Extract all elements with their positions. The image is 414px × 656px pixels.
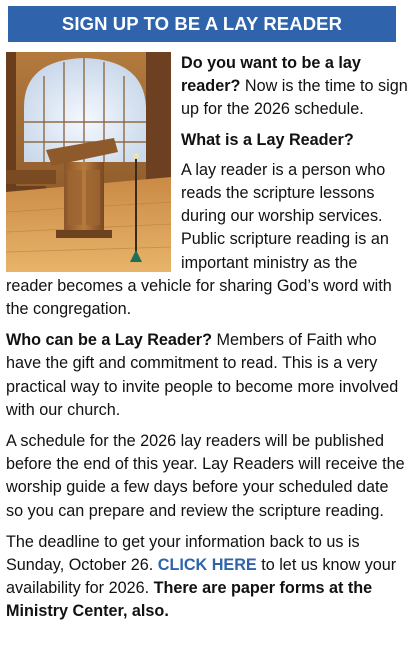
who-text: Members of Faith who have the gift and commitment to read. This is a very practical way to invite people to become more involved with our church. <box>6 331 399 419</box>
what-heading: What is a Lay Reader? <box>181 130 354 149</box>
banner-title: SIGN UP TO BE A LAY READER <box>8 6 396 42</box>
availability-text: to let us know your availability for 2026. <box>6 556 397 598</box>
paper-forms-note: There are paper forms at the Ministry Center, also. <box>6 579 373 621</box>
deadline-paragraph <box>6 531 408 624</box>
intro-text: Now is the time to sign up for the 2026 schedule. <box>181 77 408 119</box>
church-lectern-photo <box>6 52 171 272</box>
deadline-text: The deadline to get your information back to us is Sunday, October 26. <box>6 532 360 575</box>
what-paragraph: A lay reader is a person who reads the scripture lessons during our worship services. Public scripture reading is an important ministry as the reader becomes a vehicle for sharing God’s word with the congregation. <box>6 160 392 319</box>
schedule-paragraph: A schedule for the 2026 lay readers will be published before the end of this year. Lay Readers will receive the worship guide a few days before your scheduled date so you can prepare and review the scripture reading. <box>6 432 405 520</box>
who-paragraph <box>6 329 408 422</box>
intro-question: Do you want to be a lay reader? <box>181 54 361 96</box>
article-body <box>6 52 408 632</box>
click-here-link[interactable]: CLICK HERE <box>157 556 257 575</box>
who-heading: Who can be a Lay Reader? <box>6 331 212 350</box>
